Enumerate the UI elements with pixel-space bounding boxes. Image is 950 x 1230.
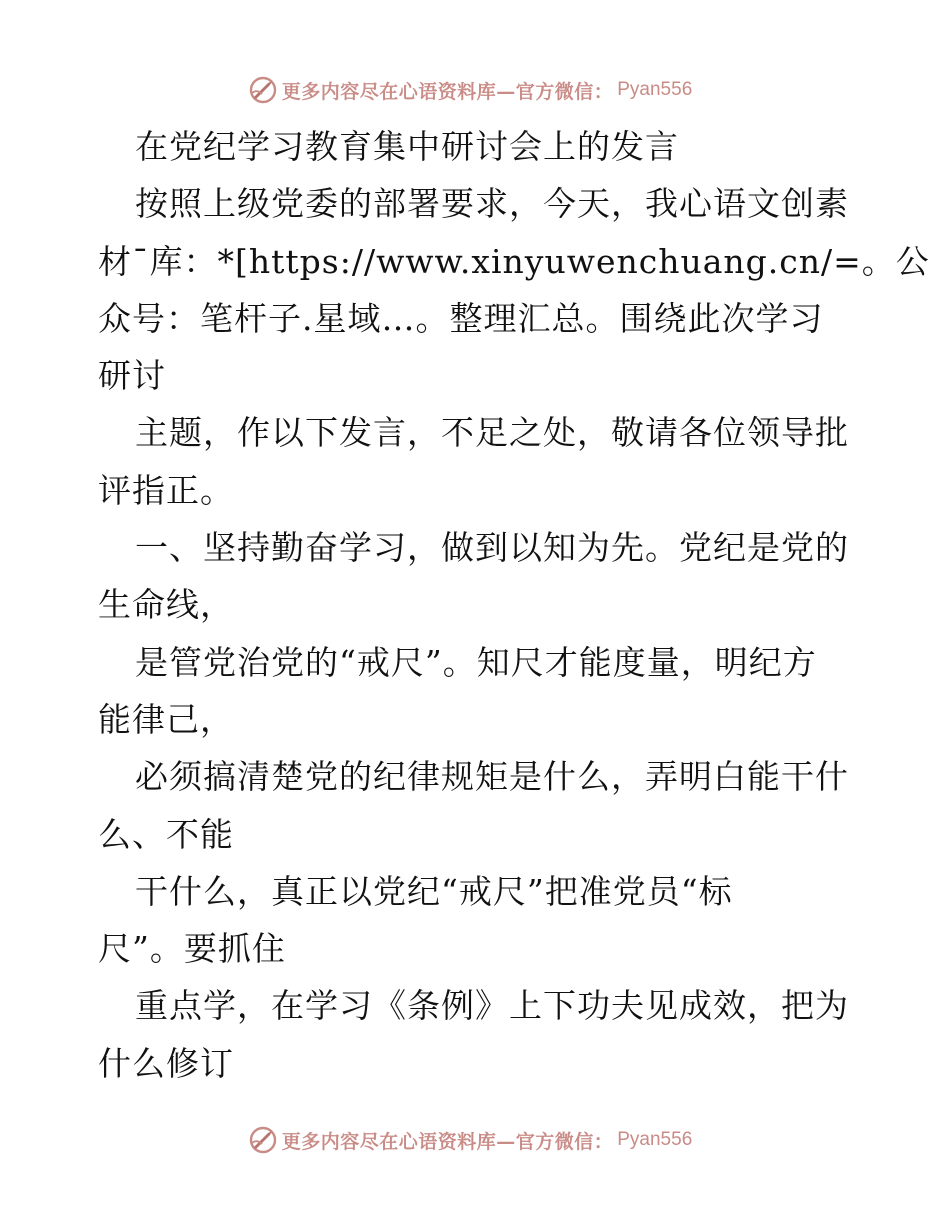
text-line: 么、不能 — [98, 814, 234, 854]
text-line: 是管党治党的“戒尺”。知尺才能度量，明纪方 — [135, 642, 817, 682]
watermark-banner — [248, 75, 693, 105]
text-line: 什么修订 — [98, 1043, 234, 1083]
text-line: 评指正。 — [98, 470, 234, 510]
text-line: 主题，作以下发言，不足之处，敬请各位领导批 — [135, 413, 849, 453]
text-line: 尺”。要抓住 — [98, 929, 286, 969]
watermark-banner — [248, 1125, 693, 1155]
text-line: 研讨 — [98, 356, 166, 396]
text-line: 干什么，真正以党纪“戒尺”把准党员“标 — [135, 871, 733, 911]
watermark-wechat-id: Pyan556 — [617, 1129, 693, 1150]
quill-pen-circle-icon — [248, 75, 278, 105]
quill-pen-circle-icon — [248, 1125, 278, 1155]
document-body — [98, 118, 930, 1092]
document-title: 在党纪学习教育集中研讨会上的发言 — [135, 127, 679, 166]
text-line: 必须搞清楚党的纪律规矩是什么，弄明白能干什 — [135, 757, 849, 797]
text-line: 能律己， — [98, 699, 234, 739]
text-line: 重点学，在学习《条例》上下功夫见成效，把为 — [135, 986, 849, 1026]
watermark-text: 更多内容尽在心语资料库—官方微信： — [281, 1130, 614, 1153]
watermark-wechat-id: Pyan556 — [617, 79, 693, 100]
text-line: 生命线， — [98, 585, 234, 625]
text-line: 按照上级党委的部署要求，今天，我心语文创素 — [135, 184, 849, 224]
watermark-footer — [0, 1120, 950, 1160]
watermark-header — [0, 70, 950, 110]
watermark-text: 更多内容尽在心语资料库—官方微信： — [281, 80, 614, 103]
text-line: 众号：笔杆子.星域…。整理汇总。围绕此次学习 — [98, 298, 824, 338]
text-line: 一、坚持勤奋学习，做到以知为先。党纪是党的 — [135, 528, 849, 568]
text-line: 材¯库：*[https://www.xinyuwenchuang.cn/=。公 — [98, 241, 930, 281]
